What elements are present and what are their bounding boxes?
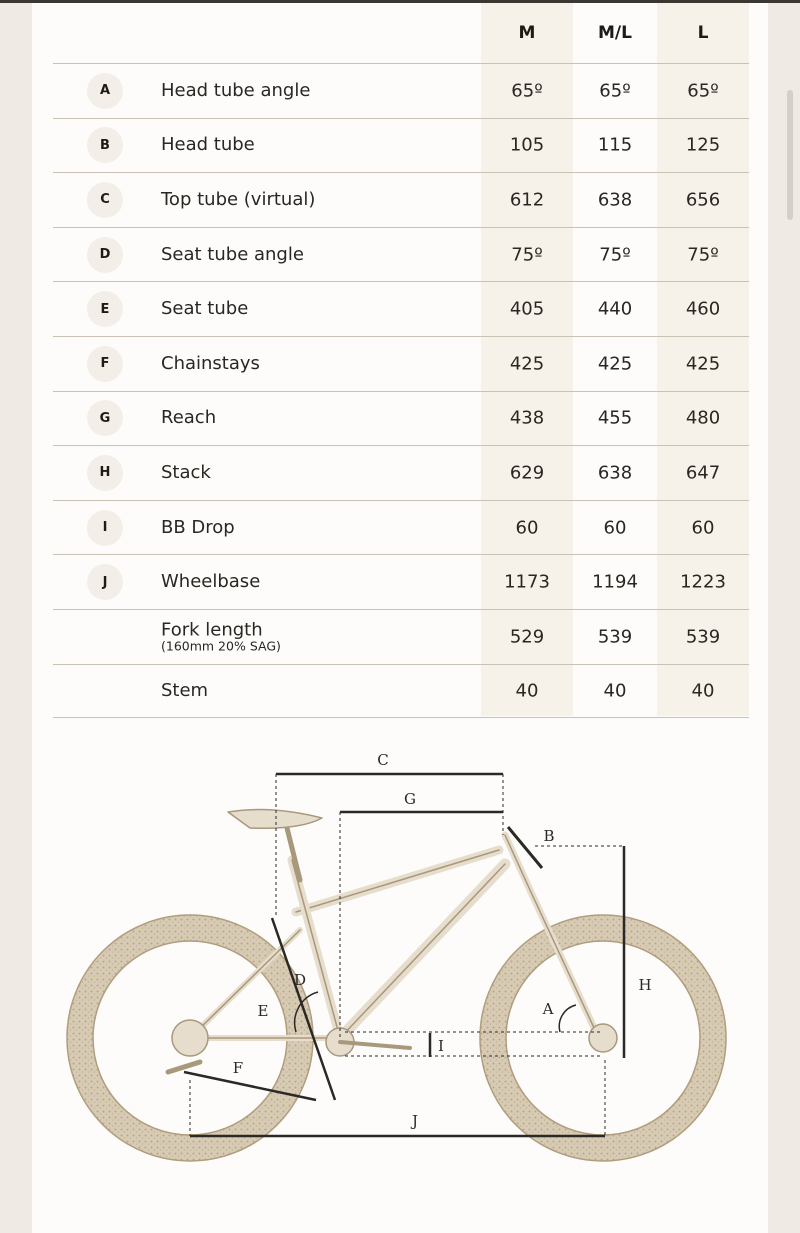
diagram-label-i: I: [438, 1037, 444, 1055]
value-size-l: 647: [685, 462, 721, 484]
dimension-label: [161, 461, 211, 483]
dimension-letter-badge: J: [87, 564, 123, 600]
dimension-letter-badge: H: [87, 455, 123, 491]
dimension-label: [161, 243, 304, 265]
table-row: [53, 336, 749, 391]
table-row: [53, 281, 749, 336]
dimension-name: Head tube: [161, 134, 255, 156]
value-size-m: 65º: [511, 80, 543, 102]
size-header-m: M: [518, 23, 536, 43]
size-header-l: L: [697, 23, 709, 43]
value-size-l: 539: [685, 626, 721, 648]
value-size-m: 40: [515, 680, 539, 702]
dimension-name: Fork length: [161, 619, 263, 641]
diagram-label-g: G: [404, 790, 416, 808]
table-row: [53, 391, 749, 446]
diagram-label-c: C: [377, 751, 389, 769]
dimension-name: Top tube (virtual): [161, 188, 316, 210]
dimension-letter-badge: A: [87, 73, 123, 109]
table-row: [53, 500, 749, 555]
value-size-m: 105: [509, 134, 545, 156]
dimension-letter-badge: B: [87, 127, 123, 163]
value-size-ml: 40: [603, 680, 627, 702]
table-row: [53, 172, 749, 227]
dimension-label: [161, 679, 209, 701]
diagram-label-d: D: [293, 971, 307, 989]
value-size-l: 656: [685, 189, 721, 211]
value-size-m: 438: [509, 407, 545, 429]
dimension-letter-badge: I: [87, 510, 123, 546]
dimension-name: Stack: [161, 461, 211, 483]
dimension-letter-badge: F: [87, 346, 123, 382]
scrollbar-thumb[interactable]: [787, 90, 793, 220]
value-size-l: 460: [685, 298, 721, 320]
table-row: [53, 609, 749, 664]
value-size-ml: 115: [597, 134, 633, 156]
diagram-label-h: H: [638, 976, 652, 994]
value-size-ml: 539: [597, 626, 633, 648]
dimension-name: Wheelbase: [161, 571, 261, 593]
value-size-m: 60: [515, 517, 539, 539]
value-size-l: 60: [691, 517, 715, 539]
dimension-label: [161, 300, 248, 318]
value-size-ml: 65º: [599, 80, 631, 102]
value-size-ml: 638: [597, 462, 633, 484]
dimension-letter-badge: G: [87, 400, 123, 436]
dimension-letter-badge: D: [87, 237, 123, 273]
dimension-letter-badge: C: [87, 182, 123, 218]
table-row: [53, 445, 749, 500]
value-size-ml: 638: [597, 189, 633, 211]
dimension-name: BB Drop: [161, 516, 235, 538]
geometry-table: [53, 3, 749, 718]
dimension-letter-badge: E: [87, 291, 123, 327]
dimension-label: [161, 573, 260, 591]
value-size-m: 629: [509, 462, 545, 484]
value-size-l: 1223: [680, 571, 726, 593]
value-size-ml: 440: [597, 298, 633, 320]
dimension-label: [161, 79, 311, 101]
dimension-sublabel: (160mm 20% SAG): [161, 638, 281, 654]
dimension-label: [161, 136, 255, 154]
value-size-l: 125: [685, 134, 721, 156]
diagram-label-a: A: [542, 1000, 554, 1018]
dimension-label: [161, 516, 235, 538]
value-size-m: 529: [509, 626, 545, 648]
diagram-label-f: F: [232, 1059, 244, 1077]
value-size-m: 425: [509, 353, 545, 375]
value-size-m: 1173: [504, 571, 550, 593]
dimension-name: Seat tube angle: [161, 243, 304, 265]
diagram-label-e: E: [257, 1002, 269, 1020]
dimension-name: Seat tube: [161, 298, 249, 320]
dimension-label: [161, 352, 260, 374]
size-header-ml: M/L: [598, 23, 632, 43]
diagram-label-j: J: [411, 1112, 419, 1130]
dimension-label: [161, 188, 316, 210]
value-size-ml: 455: [597, 407, 633, 429]
value-size-ml: 60: [603, 517, 627, 539]
table-row: [53, 227, 749, 282]
value-size-m: 75º: [511, 244, 543, 266]
table-row: [53, 554, 749, 609]
value-size-l: 40: [691, 680, 715, 702]
table-header: [53, 3, 749, 63]
dimension-name: Head tube angle: [161, 79, 311, 101]
value-size-ml: 1194: [592, 571, 638, 593]
value-size-l: 65º: [687, 80, 719, 102]
value-size-l: 75º: [687, 244, 719, 266]
value-size-ml: 75º: [599, 244, 631, 266]
dimension-name: Reach: [161, 407, 217, 429]
dimension-name: Stem: [161, 679, 209, 701]
value-size-m: 405: [509, 298, 545, 320]
value-size-l: 425: [685, 353, 721, 375]
dimension-label: [161, 409, 216, 427]
dimension-name: Chainstays: [161, 352, 260, 374]
table-row: [53, 63, 749, 118]
value-size-ml: 425: [597, 353, 633, 375]
table-row: [53, 118, 749, 173]
table-row: [53, 664, 749, 719]
value-size-l: 480: [685, 407, 721, 429]
dimension-label: [161, 621, 281, 652]
value-size-m: 612: [509, 189, 545, 211]
diagram-label-b: B: [543, 827, 555, 845]
